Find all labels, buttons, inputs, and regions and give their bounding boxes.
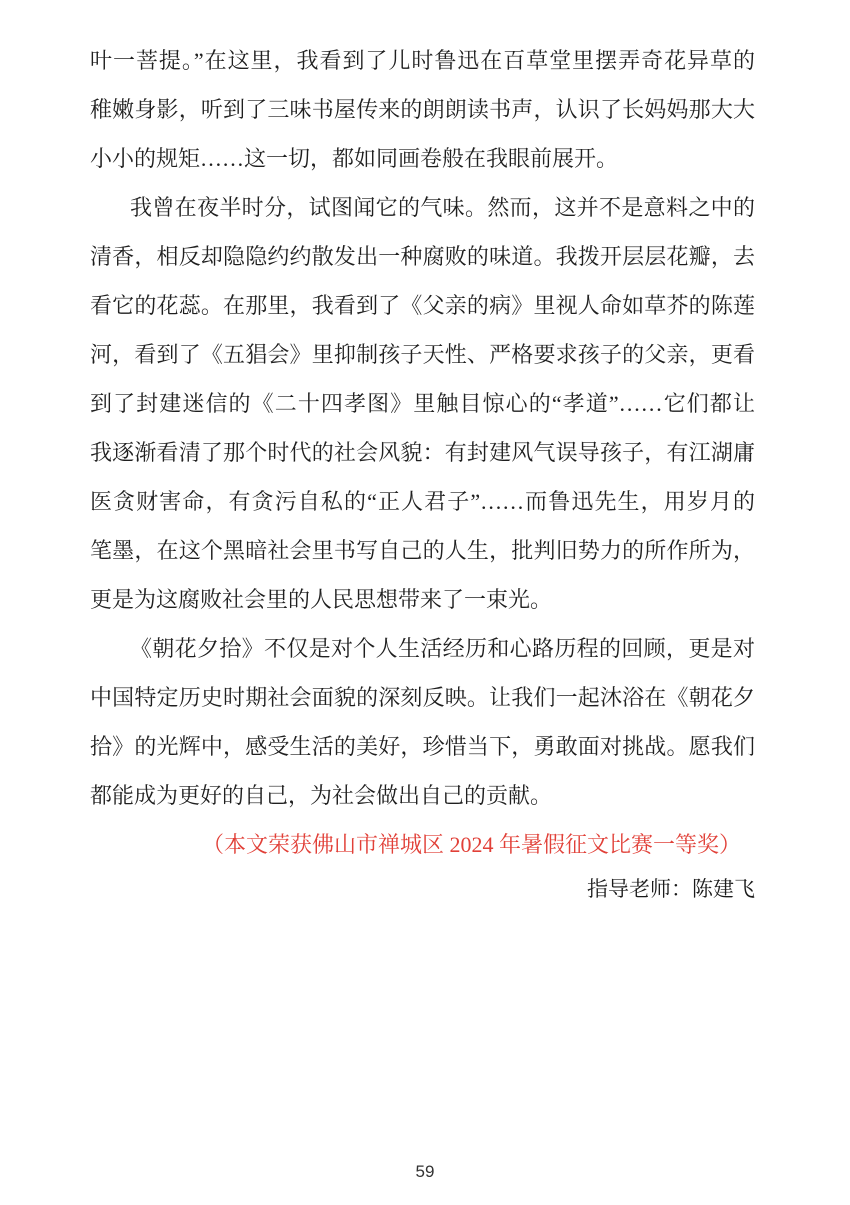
- text-line: 到了封建迷信的《二十四孝图》里触目惊心的“孝道”……它们都让: [90, 391, 755, 416]
- text-line: 《朝花夕拾》不仅是对个人生活经历和心路历程的回顾，更是对: [130, 636, 755, 661]
- teacher-credit: 指导老师：陈建飞: [587, 878, 755, 901]
- essay-body: [90, 36, 755, 820]
- text-line: 都能成为更好的自己，为社会做出自己的贡献。: [90, 783, 553, 808]
- text-line: 清香，相反却隐隐约约散发出一种腐败的味道。我拨开层层花瓣，去: [90, 244, 755, 269]
- paragraph: [90, 183, 755, 624]
- paragraph: [90, 36, 755, 183]
- text-line: 叶一菩提。”在这里，我看到了儿时鲁迅在百草堂里摆弄奇花异草的: [90, 48, 755, 73]
- paragraph: [90, 624, 755, 820]
- text-line: 河，看到了《五猖会》里抑制孩子天性、严格要求孩子的父亲，更看: [90, 342, 755, 367]
- text-line: 我逐渐看清了那个时代的社会风貌：有封建风气误导孩子，有江湖庸: [90, 440, 755, 465]
- text-line: 医贪财害命，有贪污自私的“正人君子”……而鲁迅先生，用岁月的: [90, 489, 755, 514]
- text-line: 稚嫩身影，听到了三味书屋传来的朗朗读书声，认识了长妈妈那大大: [90, 97, 755, 122]
- text-line: 小小的规矩……这一切，都如同画卷般在我眼前展开。: [90, 146, 619, 171]
- page-content: [90, 36, 755, 911]
- text-line: 笔墨，在这个黑暗社会里书写自己的人生，批判旧势力的所作所为，: [90, 538, 755, 563]
- text-line: 更是为这腐败社会里的人民思想带来了一束光。: [90, 587, 553, 612]
- page-number: 59: [415, 1162, 435, 1181]
- text-line: 中国特定历史时期社会面貌的深刻反映。让我们一起沐浴在《朝花夕: [90, 685, 755, 710]
- text-line: 我曾在夜半时分，试图闻它的气味。然而，这并不是意料之中的: [130, 195, 755, 220]
- text-line: 拾》的光辉中，感受生活的美好，珍惜当下，勇敢面对挑战。愿我们: [90, 734, 755, 759]
- award-note: （本文荣获佛山市禅城区 2024 年暑假征文比赛一等奖）: [201, 832, 741, 857]
- text-line: 看它的花蕊。在那里，我看到了《父亲的病》里视人命如草芥的陈莲: [90, 293, 755, 318]
